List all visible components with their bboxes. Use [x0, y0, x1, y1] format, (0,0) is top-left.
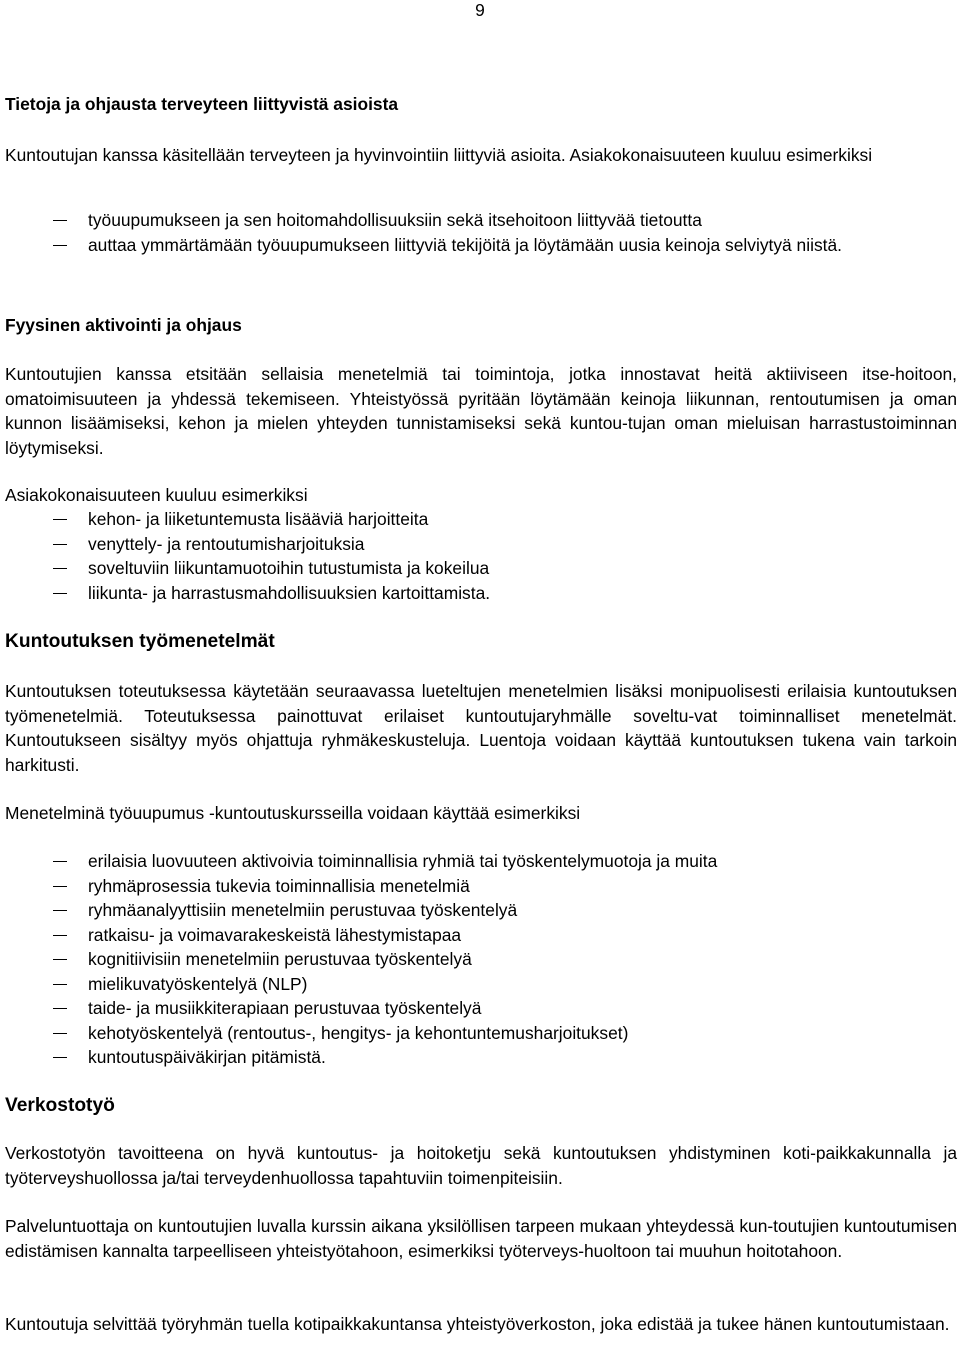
section4-paragraph: Palveluntuottaja on kuntoutujien luvalla kurssin aikana yksilöllisen tarpeen mukaan yhteydessä kun-toutujien kuntoutumisen edistämisen kannalta tarpeelliseen yhteistyötahoon, esimerkiksi työterveys-huoltoon tai muuhun hoitotahoon.: [5, 1216, 957, 1261]
list-item: mielikuvatyöskentelyä (NLP): [5, 972, 957, 997]
section-heading-network-work: Verkostotyö: [5, 1095, 115, 1116]
section2-list: [5, 507, 957, 605]
section3-paragraph: Kuntoutuksen toteutuksessa käytetään seuraavassa lueteltujen menetelmien lisäksi monipuolisesti erilaisia kuntoutuksen työmenetelmiä. Toteutuksessa painottuvat erilaiset kuntoutujaryhmälle soveltu-vat toiminnalliset menetelmät. Kuntoutukseen sisältyy myös ohjattuja ryhmäkeskusteluja. Luentoja voidaan käyttää kuntoutuksen tukena vain tarkoin harkitusti.: [5, 681, 957, 775]
list-item: ryhmäanalyyttisiin menetelmiin perustuvaa työskentelyä: [5, 898, 957, 923]
list-item: ryhmäprosessia tukevia toiminnallisia menetelmiä: [5, 874, 957, 899]
list-item: venyttely- ja rentoutumisharjoituksia: [5, 532, 957, 557]
section1-intro: Kuntoutujan kanssa käsitellään terveyteen ja hyvinvointiin liittyviä asioita. Asiakokonaisuuteen kuuluu esimerkiksi: [5, 145, 873, 165]
section4-paragraph: Verkostotyön tavoitteena on hyvä kuntoutus- ja hoitoketju sekä kuntoutuksen yhdistyminen koti-paikkakunnalla ja työterveyshuollossa ja/tai terveydenhuollossa tapahtuviin toimenpiteisiin.: [5, 1143, 957, 1188]
section3-list: [5, 849, 957, 1070]
list-item: soveltuviin liikuntamuotoihin tutustumista ja kokeilua: [5, 556, 957, 581]
list-item: kehon- ja liiketuntemusta lisääviä harjoitteita: [5, 507, 957, 532]
section-heading-work-methods: Kuntoutuksen työmenetelmät: [5, 631, 275, 652]
section-heading-health-info: Tietoja ja ohjausta terveyteen liittyvistä asioista: [5, 94, 399, 114]
section2-list-intro: Asiakokonaisuuteen kuuluu esimerkiksi: [5, 485, 308, 505]
list-item: taide- ja musiikkiterapiaan perustuvaa työskentelyä: [5, 996, 957, 1021]
list-item: auttaa ymmärtämään työuupumukseen liittyviä tekijöitä ja löytämään uusia keinoja selviytyä niistä.: [5, 233, 957, 258]
section3-list-intro: Menetelminä työuupumus -kuntoutuskursseilla voidaan käyttää esimerkiksi: [5, 803, 581, 823]
section1-list: [5, 208, 957, 257]
section2-paragraph: Kuntoutujien kanssa etsitään sellaisia menetelmiä tai toimintoja, jotka innostavat heitä aktiiviseen itse-hoitoon, omatoimisuuteen ja yhdessä tekemiseen. Yhteistyössä pyritään löytämään keinoja liikunnan, rentoutumisen ja oman kunnon lisäämiseksi, kehon ja mielen yhteyden tunnistamiseksi sekä kuntou-tujan oman mieluisan harrastustoiminnan löytymiseksi.: [5, 364, 957, 458]
list-item: kognitiivisiin menetelmiin perustuvaa työskentelyä: [5, 947, 957, 972]
page-number: 9: [475, 0, 485, 20]
list-item: erilaisia luovuuteen aktivoivia toiminnallisia ryhmiä tai työskentelymuotoja ja muita: [5, 849, 957, 874]
list-item: kuntoutuspäiväkirjan pitämistä.: [5, 1045, 957, 1070]
section-heading-physical-activation: Fyysinen aktivointi ja ohjaus: [5, 315, 242, 335]
list-item: työuupumukseen ja sen hoitomahdollisuuksiin sekä itsehoitoon liittyvää tietoutta: [5, 208, 957, 233]
list-item: liikunta- ja harrastusmahdollisuuksien kartoittamista.: [5, 581, 957, 606]
list-item: kehotyöskentelyä (rentoutus-, hengitys- ja kehontuntemusharjoitukset): [5, 1021, 957, 1046]
list-item: ratkaisu- ja voimavarakeskeistä lähestymistapaa: [5, 923, 957, 948]
section4-paragraph: Kuntoutuja selvittää työryhmän tuella kotipaikkakuntansa yhteistyöverkoston, joka edistää ja tukee hänen kuntoutumistaan.: [5, 1314, 950, 1334]
